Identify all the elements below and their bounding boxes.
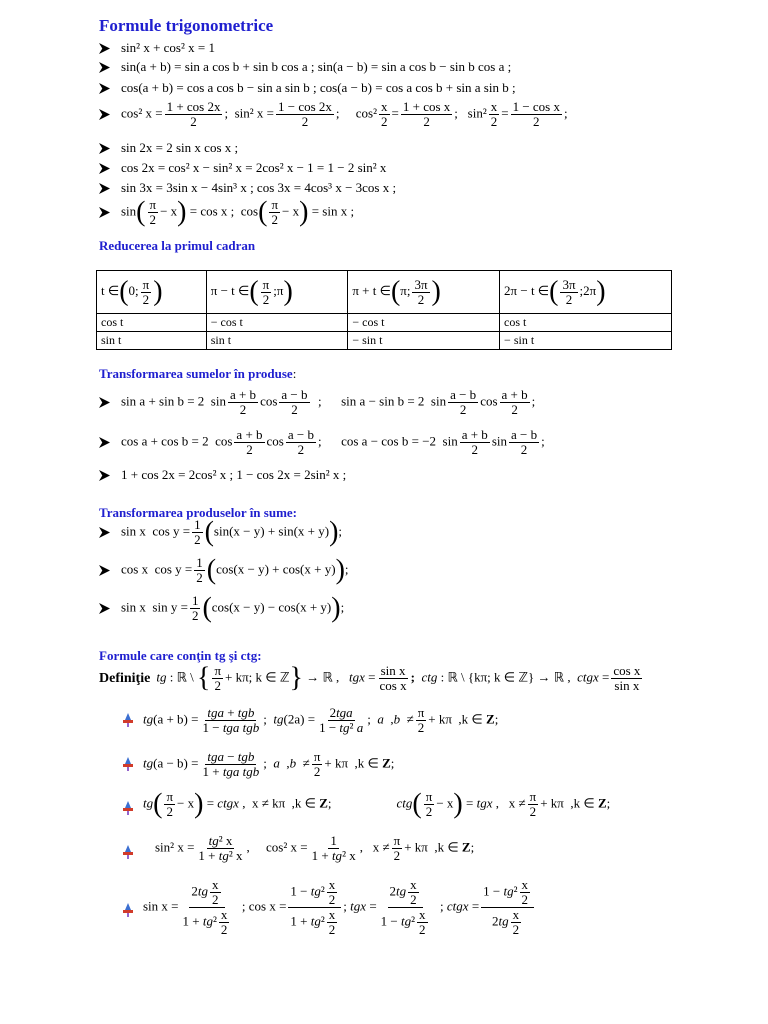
title-tg-ctg: Formule care conţin tg şi ctg: xyxy=(99,648,262,663)
formula-row-4 xyxy=(99,100,568,129)
arrow-bullet-icon xyxy=(99,207,121,218)
product-row-2 xyxy=(99,556,349,585)
arrow-bullet-icon xyxy=(99,43,121,54)
tg-row-1 xyxy=(143,706,498,735)
formula-sin2-cos2-tg: sin² x = $\frac{\text{tg² x}}{\text{1 + tg² x}}$ , cos² x = $\frac{1}{\text{1 + tg² x}}$ , x ≠ $\frac{\pi}{2}$ + kπ ,k ∈ Z; xyxy=(155,833,475,863)
formula-half-angle: cos² x = $\frac{1 + \cos 2x}{2}$ ; sin² x = $\frac{1 - \cos 2x}{2}$ ; cos² $\frac{x}{2}$ = $\frac{\text{1 + cos x}}{2}$ ; sin² $\frac{x}{2}$ = $\frac{\text{1 − cos x}}{2}$ ; xyxy=(121,99,568,129)
sum-row-1 xyxy=(99,388,535,417)
table-cell: − sin t xyxy=(500,332,672,350)
arrow-bullet-icon xyxy=(99,603,121,614)
formula-sin-cos-product: sin x cos y = $\frac{1}{2}$ (sin(x − y) + sin(x + y)); xyxy=(121,516,343,548)
title-reducere: Reducerea la primul cadran xyxy=(99,238,256,253)
arrow-bullet-icon xyxy=(99,527,121,538)
formula-complementary: sin( $\frac{\pi}{2}$ − x) = cos x ; cos( $\frac{\pi}{2}$ − x) = sin x ; xyxy=(121,196,355,228)
arrow-bullet-icon xyxy=(99,565,121,576)
table-cell: − cos t xyxy=(348,314,500,332)
arrow-bullet-icon xyxy=(99,437,121,448)
pushpin-icon xyxy=(122,903,134,921)
formula-sin-double: sin 2x = 2 sin x cos x ; xyxy=(121,140,239,155)
formula-row-6 xyxy=(99,160,386,176)
formula-row-1 xyxy=(99,40,215,56)
title-formule-trigonometrice: Formule trigonometrice xyxy=(99,16,274,35)
pushpin-icon xyxy=(122,757,134,775)
formula-cos-sum: cos(a + b) = cos a cos b − sin a sin b ; cos(a − b) = cos a cos b + sin a sin b ; xyxy=(121,80,516,95)
formula-sin-sin-product: sin x sin y = $\frac{1}{2}$ (cos(x − y) − cos(x + y)); xyxy=(121,592,345,624)
arrow-bullet-icon xyxy=(99,397,121,408)
tg-row-5 xyxy=(143,878,536,937)
tg-row-4 xyxy=(155,834,474,863)
formula-pythagorean: sin² x + cos² x = 1 xyxy=(121,40,215,55)
formula-row-7 xyxy=(99,180,396,196)
formula-tg-complementary: tg( $\frac{\pi}{2}$ − x) = ctgx , x ≠ kπ ,k ∈ Z; ctg( $\frac{\pi}{2}$ − x) = tgx , x ≠ $\frac{\pi}{2}$ + kπ ,k ∈ Z; xyxy=(143,788,611,820)
table-cell: sin t xyxy=(206,332,348,350)
formula-sin-sum-product: sin a + sin b = 2 sin $\frac{a + b}{2}$ cos $\frac{a - b}{2}$ ; sin a − sin b = 2 sin $\frac{a - b}{2}$ cos $\frac{a + b}{2}$ ; xyxy=(121,387,536,417)
definition-row xyxy=(99,664,644,693)
pushpin-icon xyxy=(122,801,134,819)
formula-tg-sum: tg(a + b) = $\frac{\text{tga + tgb}}{\text{1 − tga tgb}}$ ; tg(2a) = $\frac{\text{2tga}}{\text{1 − tg² a}}$ ; a ,b ≠ $\frac{\pi}{2}$ + kπ ,k ∈ Z; xyxy=(143,705,499,735)
formula-sin-sum: sin(a + b) = sin a cos b + sin b cos a ; sin(a − b) = sin a cos b − sin b cos a ; xyxy=(121,59,512,74)
arrow-bullet-icon xyxy=(99,163,121,174)
product-row-1 xyxy=(99,518,342,547)
sum-row-2 xyxy=(99,428,545,457)
pushpin-icon xyxy=(122,845,134,863)
table-row xyxy=(97,332,672,350)
formula-definition: tg : ℝ \ { $\frac{\pi}{2}$ + kπ; k ∈ ℤ} → ℝ , tgx = $\frac{\text{sin x}}{\text{cos x}}$ ; ctg : ℝ \ {kπ; k ∈ ℤ} → ℝ , ctgx = $\frac{\text{cos x}}{\text{sin x}}$ xyxy=(156,662,641,694)
formula-triple: sin 3x = 3sin x − 4sin³ x ; cos 3x = 4cos³ x − 3cos x ; xyxy=(121,180,397,195)
formula-row-2 xyxy=(99,59,511,75)
table-cell: − sin t xyxy=(348,332,500,350)
formula-row-3 xyxy=(99,80,516,96)
arrow-bullet-icon xyxy=(99,143,121,154)
arrow-bullet-icon xyxy=(99,470,121,481)
title-produse: Transformarea produselor în sume: xyxy=(99,505,298,520)
formula-one-plus-cos: 1 + cos 2x = 2cos² x ; 1 − cos 2x = 2sin² x ; xyxy=(121,467,347,482)
formula-cos-cos-product: cos x cos y = $\frac{1}{2}$ (cos(x − y) + cos(x + y)); xyxy=(121,554,349,586)
formula-cos-sum-product: cos a + cos b = 2 cos $\frac{a + b}{2}$ cos $\frac{a - b}{2}$ ; cos a − cos b = −2 sin $\frac{a + b}{2}$ sin $\frac{a - b}{2}$ ; xyxy=(121,427,545,457)
table-cell: cos t xyxy=(97,314,207,332)
sum-row-3 xyxy=(99,467,346,483)
table-header-cell: 2π − t ∈( $\frac{3\pi}{2}$ ;2π) xyxy=(500,271,672,314)
table-header-row xyxy=(97,271,672,314)
title-sume: Transformarea sumelor în produse: xyxy=(99,366,297,381)
definition-label: Definiţie xyxy=(99,670,151,686)
table-cell: sin t xyxy=(97,332,207,350)
table-cell: − cos t xyxy=(206,314,348,332)
formula-tg-diff: tg(a − b) = $\frac{\text{tga − tgb}}{\text{1 + tga tgb}}$ ; a ,b ≠ $\frac{\pi}{2}$ + kπ ,k ∈ Z; xyxy=(143,749,395,779)
tg-row-3 xyxy=(143,790,610,819)
table-header-cell: t ∈(0; $\frac{\pi}{2}$ ) xyxy=(97,271,207,314)
table-header-cell: π + t ∈(π; $\frac{3\pi}{2}$ ) xyxy=(348,271,500,314)
formula-cos-double: cos 2x = cos² x − sin² x = 2cos² x − 1 = 1 − 2 sin² x xyxy=(121,160,387,175)
arrow-bullet-icon xyxy=(99,109,121,120)
table-row xyxy=(97,314,672,332)
formula-row-5 xyxy=(99,140,238,156)
arrow-bullet-icon xyxy=(99,62,121,73)
table-cell: cos t xyxy=(500,314,672,332)
formula-tangent-half-angle: sin x = 2tg $\frac{x}{2}$ 1 + tg² $\frac{x}{2}$ ; cos x = 1 − tg² $\frac{x}{2}$ 1 + tg² $\frac{x}{2}$ ; tgx = 2tg $\frac{x}{2}$ 1 − tg² $\frac{x}{2}$ ; ctgx = 1 − tg² $\frac{x}{2}$ 2tg $\frac{x}{2}$ xyxy=(143,878,536,937)
tg-row-2 xyxy=(143,750,394,779)
pushpin-icon xyxy=(122,713,134,731)
arrow-bullet-icon xyxy=(99,183,121,194)
product-row-3 xyxy=(99,594,344,623)
formula-row-8 xyxy=(99,198,354,227)
table-header-cell: π − t ∈( $\frac{\pi}{2}$ ;π) xyxy=(206,271,348,314)
reduction-table xyxy=(96,270,672,350)
arrow-bullet-icon xyxy=(99,83,121,94)
